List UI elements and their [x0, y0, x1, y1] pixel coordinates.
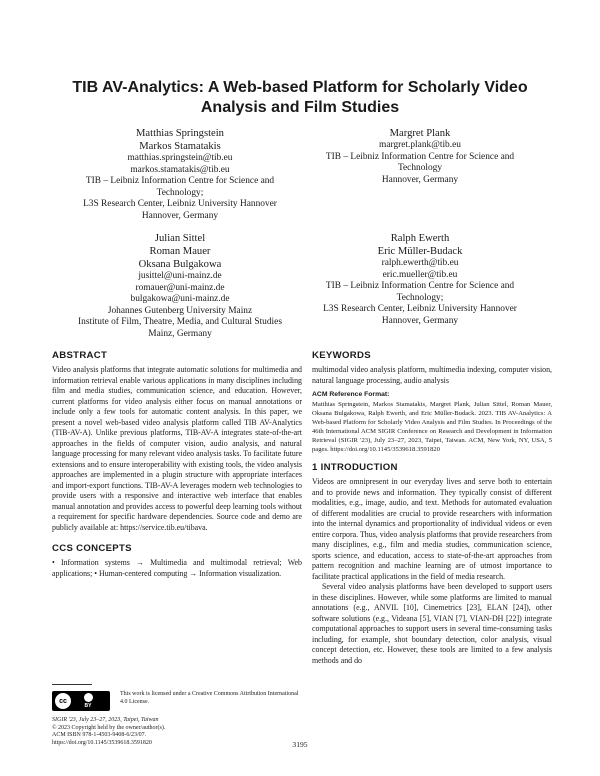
author-affiliation: Johannes Gutenberg University Mainz	[107, 305, 253, 316]
author-email: markos.stamatakis@tib.eu	[130, 164, 230, 175]
ccs-text: • Information systems → Multimedia and multimodal retrieval; Web applications; • Human-centered computing → Information visualization.	[52, 558, 302, 578]
ccs-heading: CCS CONCEPTS	[52, 543, 132, 554]
author-block-plank	[300, 127, 540, 186]
left-column	[52, 350, 302, 579]
paper-title	[40, 78, 560, 118]
author-email: ralph.ewerth@tib.eu	[381, 258, 459, 268]
author-name: Markos Stamatakis	[139, 141, 221, 152]
introduction-heading: 1 INTRODUCTION	[312, 462, 398, 473]
title-line: TIB AV-Analytics: A Web-based Platform for Scholarly Video	[72, 79, 528, 96]
author-affiliation: L3S Research Center, Leibniz University Hannover	[83, 199, 277, 210]
author-name: Roman Mauer	[149, 246, 211, 257]
cc-by-badge	[52, 691, 110, 711]
acm-ref-text: Matthias Springstein, Markos Stamatakis, Margret Plank, Julian Sittel, Roman Mauer, Oksana Bulgakowa, Ralph Ewerth, and Eric Müller-Budack. 2023. TIB AV-Analytics: A Web-based Platform for Scholarly Video Analysis and Film Studies. In Proceedings of the 46th International ACM SIGIR Conference on Research and Development in Information Retrieval (SIGIR '23), July 23–27, 2023, Taipei, Taiwan. ACM, New York, NY, USA, 5 pages. https://doi.org/10.1145/3539618.3591820	[312, 401, 552, 453]
author-block-ewerth	[300, 232, 540, 328]
license-text: This work is licensed under a Creative Commons Attribution International 4.0 License.	[120, 691, 299, 705]
acm-ref-heading: ACM Reference Format:	[312, 391, 390, 398]
footer-line: ACM ISBN 978-1-4503-9408-6/23/07.	[52, 732, 147, 739]
author-name: Eric Müller-Budack	[377, 246, 463, 257]
keywords-text: multimodal video analysis platform, multimedia indexing, computer vision, natural language processing, audio analysis	[312, 365, 552, 385]
author-name: Oksana Bulgakowa	[138, 259, 222, 270]
footer-line: SIGIR '23, July 23–27, 2023, Taipei, Taiwan	[52, 717, 159, 723]
author-affiliation: Technology;	[156, 187, 204, 198]
author-location: Hannover, Germany	[141, 210, 219, 221]
author-affiliation: L3S Research Center, Leibniz University Hannover	[323, 304, 517, 315]
person-icon	[84, 693, 93, 702]
author-affiliation: Institute of Film, Theatre, Media, and Cultural Studies	[78, 317, 282, 328]
author-location: Hannover, Germany	[381, 174, 459, 185]
author-affiliation: Technology	[397, 163, 443, 174]
author-affiliation: TIB – Leibniz Information Centre for Science and	[85, 176, 275, 187]
keywords-heading: KEYWORDS	[312, 350, 371, 361]
author-name: Margret Plank	[389, 128, 451, 139]
page-number: 3195	[292, 740, 308, 749]
author-email: matthias.springstein@tib.eu	[127, 153, 233, 163]
author-location: Hannover, Germany	[381, 315, 459, 326]
title-line: Analysis and Film Studies	[200, 99, 400, 116]
footer-line: © 2023 Copyright held by the owner/author(s).	[52, 724, 166, 731]
author-email: eric.mueller@tib.eu	[382, 269, 458, 280]
author-name: Julian Sittel	[154, 233, 206, 244]
author-affiliation: Technology;	[396, 292, 444, 303]
author-affiliation: TIB – Leibniz Information Centre for Science and	[325, 281, 515, 292]
footer-rule	[52, 684, 92, 685]
abstract-heading: ABSTRACT	[52, 350, 108, 361]
author-name: Matthias Springstein	[136, 128, 224, 139]
author-block-springstein	[60, 127, 300, 223]
author-email: bulgakowa@uni-mainz.de	[130, 294, 230, 305]
author-email: jusittel@uni-mainz.de	[138, 271, 222, 281]
author-name: Ralph Ewerth	[390, 233, 450, 244]
author-affiliation: TIB – Leibniz Information Centre for Science and	[325, 151, 515, 162]
by-icon	[75, 693, 101, 709]
right-column	[312, 350, 552, 666]
author-block-sittel	[55, 232, 305, 341]
author-email: margret.plank@tib.eu	[379, 140, 461, 150]
abstract-text: Video analysis platforms that integrate automatic solutions for multimedia and information retrieval enable various applications in many disciplines including film and media studies, communication science, and education. However, current platforms for video analysis either focus on manual annotations or include only a few tools for automatic content analysis. In this paper, we present a novel web-based video analysis platform called TIB AV-Analytics (TIB-AV-A). Unlike previous platforms, TIB-AV-A integrates state-of-the-art approaches in the fields of computer vision, audio analysis, and natural language processing for many relevant video analysis tasks. To facilitate future extensions and to ensure interoperability with existing tools, the video analysis approaches are implemented in a plugin structure with appropriate interfaces and import-export functions. TIB-AV-A leverages modern web technologies to provide users with a responsive and interactive web interface that enables manual annotation and provides access to powerful deep learning tools without a requirement for specific hardware dependencies. Source code and demo are publicly available at: https://service.tib.eu/tibava.	[52, 365, 302, 532]
footer-line: https://doi.org/10.1145/3539618.3591820	[52, 739, 152, 746]
intro-paragraph: Several video analysis platforms have been developed to support users in these disciplines. However, while some platforms are limited to manual annotations (e.g., ANVIL [10], Cinemetrics [23], ELAN [24]), other software solutions (e.g., Videana [5], VIAN [7], VIAN-DH [22]) integrate computational approaches to support users in several time-consuming tasks including, for example, shot boundary detection, color analysis, visual concept detection, etc. However, these tools are limited to a few analysis methods and do	[312, 582, 552, 665]
by-label: BY	[84, 703, 92, 709]
intro-paragraph: Videos are omnipresent in our everyday lives and serve both to entertain and to provide news and information. They typically consist of different modalities, e.g., image, audio, and text. Methods for automated evaluation of different modalities are crucial to provide researchers with information into the internal dynamics and proportionality of individual videos or even entire corpora. Thus, video analysis platforms that provide researchers from many disciplines, e.g., film and media studies, communication science, sports science, and education, access to state-of-the-art approaches from pattern recognition and machine learning are of utmost importance to facilitate practical applications in the field of media research.	[312, 477, 552, 581]
cc-icon: cc	[55, 693, 71, 709]
author-email: romauer@uni-mainz.de	[135, 282, 225, 293]
author-location: Mainz, Germany	[148, 328, 212, 339]
